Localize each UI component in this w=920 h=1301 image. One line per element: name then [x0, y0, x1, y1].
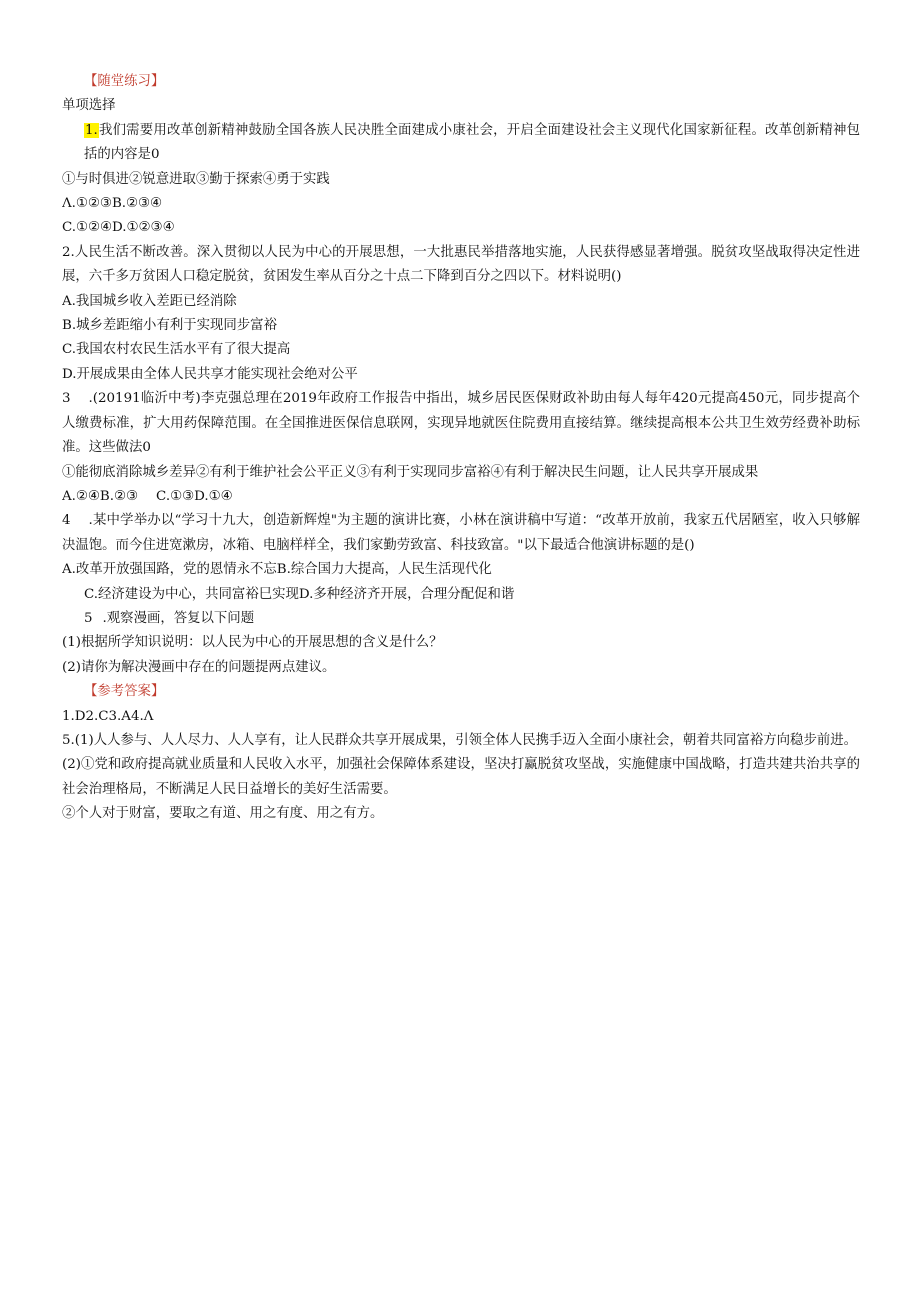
question-3-options-ab: A.②④B.②③	[62, 488, 139, 504]
practice-heading: 【随堂练习】	[84, 74, 165, 89]
answer-5-part-2: (2)①党和政府提高就业质量和人民收入水平，加强社会保障体系建设，坚决打赢脱贫攻坚战，实施健康中国战略，打造共建共治共享的社会治理格局，不断满足人民日益增长的美好生活需要。	[62, 757, 860, 797]
section-title: 单项选择	[62, 98, 116, 114]
worksheet-page	[62, 70, 860, 827]
question-3-items: ①能彻底消除城乡差异②有利于维护社会公平正义③有利于实现同步富裕④有利于解决民生问题，让人民共享开展成果	[62, 464, 759, 480]
question-5-text: .观察漫画，答复以下问题	[102, 610, 255, 626]
question-2-text: 2.人民生活不断改善。深入贯彻以人民为中心的开展思想，一大批惠民举措落地实施，人民获得感显著增强。脱贫攻坚战取得决定性进展，六千多万贫困人口稳定脱贫，贫困发生率从百分之十点二下降到百分之四以下。材料说明()	[62, 244, 860, 285]
question-5-number: 5	[84, 610, 93, 626]
question-5	[62, 607, 860, 631]
question-3-text: .(20191临沂中考)李克强总理在2019年政府工作报告中指出，城乡居民医保财政补助由每人每年420元提高450元，同步提高个人缴费标准，扩大用药保障范围。在全国推进医保信息联网，实现异地就医住院费用直接结算。继续提高根本公共卫生效劳经费补助标准。这些做法0	[62, 391, 860, 456]
question-5-sub-2: (2)请你为解决漫画中存在的问题提两点建议。	[62, 659, 336, 675]
answer-5-part-1: 5.(1)人人参与、人人尽力、人人享有，让人民群众共享开展成果，引领全体人民携手迈入全面小康社会，朝着共同富裕方向稳步前进。	[62, 732, 858, 748]
answer-heading: 【参考答案】	[84, 684, 165, 700]
question-5-sub-1: (1)根据所学知识说明：以人民为中心的开展思想的含义是什么？	[62, 635, 443, 651]
question-4-options-ab: A.改革开放强国路，党的恩情永不忘B.综合国力大提高，人民生活现代化	[62, 562, 492, 578]
answers-mc: 1.D2.C3.A4.Λ	[62, 708, 154, 724]
question-2-option-d: D.开展成果由全体人民共享才能实现社会绝对公平	[62, 366, 358, 382]
question-1-items: ①与时俱进②锐意进取③勤于探索④勇于实践	[62, 171, 330, 187]
question-4-options-cd: C.经济建设为中心，共同富裕巳实现D.多种经济齐开展，合理分配促和谐	[84, 586, 515, 602]
question-4	[62, 509, 860, 558]
question-1-options-cd: C.①②④D.①②③④	[62, 220, 175, 236]
question-4-text: .某中学举办以“学习十九大，创造新辉煌"为主题的演讲比赛，小林在演讲稿中写道：“改革开放前，我家五代居陋室，收入只够解决温饱。而今住进宽漱房，冰箱、电脑样样全，我们家勤劳致富、科技致富。"以下最适合他演讲标题的是()	[62, 513, 860, 553]
question-2-option-a: A.我国城乡收入差距已经消除	[62, 293, 237, 309]
question-2-option-b: B.城乡差距缩小有利于实现同步富裕	[62, 318, 277, 334]
question-1-number: 1.	[85, 122, 98, 138]
question-3	[62, 387, 860, 460]
question-1	[62, 119, 860, 168]
question-1-options-ab: Λ.①②③B.②③④	[62, 196, 163, 212]
question-4-number: 4	[62, 513, 71, 529]
question-3-options	[62, 485, 860, 509]
question-3-options-cd: C.①③D.①④	[156, 488, 233, 504]
question-2-option-c: C.我国农村农民生活水平有了很大提高	[62, 342, 291, 358]
question-3-number: 3	[62, 391, 71, 407]
question-1-text: 我们需要用改革创新精神鼓励全国各族人民决胜全面建成小康社会，开启全面建设社会主义现代化国家新征程。改革创新精神包括的内容是0	[84, 122, 860, 163]
answer-5-part-3: ②个人对于财富，要取之有道、用之有度、用之有方。	[62, 806, 384, 822]
